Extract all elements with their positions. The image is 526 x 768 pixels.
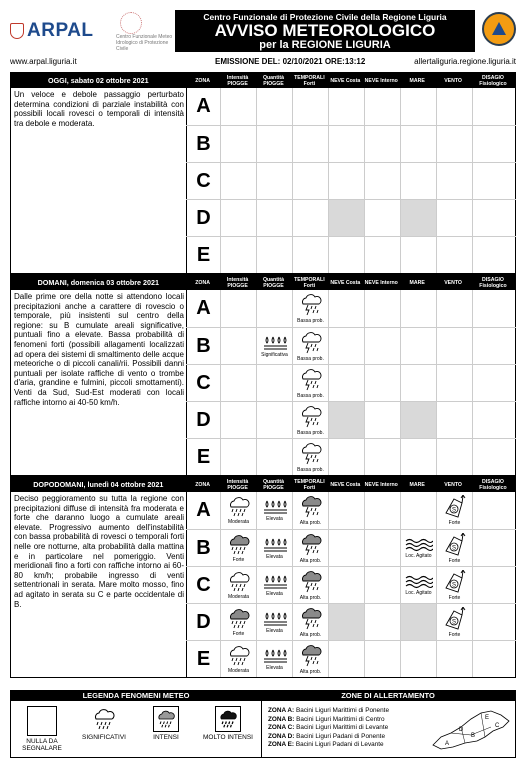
column-header-disagio: DISAGIO Fisiologico (479, 276, 507, 289)
zone-row-b (186, 327, 516, 364)
map-label-c: C (495, 723, 500, 729)
thunderstorm-icon (298, 293, 324, 317)
rain-cloud-icon (226, 496, 252, 518)
column-header-vento: VENTO (444, 279, 462, 286)
cell-vento (436, 237, 472, 273)
cell-quantita-piogge (256, 439, 292, 475)
cell-mare (400, 88, 436, 125)
cell-neve-costa (328, 126, 364, 162)
cell-caption: Alta prob. (299, 557, 322, 564)
legend-item-significativi (73, 701, 135, 757)
section-day-label: OGGI, sabato 02 ottobre 2021 (47, 76, 149, 85)
cell-neve-interno (364, 439, 400, 475)
cell-neve-interno (364, 290, 400, 327)
cell-intensita-piogge (220, 290, 256, 327)
legend-title: LEGENDA FENOMENI METEO (82, 691, 190, 700)
website-link-arpal[interactable]: www.arpal.liguria.it (10, 57, 77, 66)
cell-temporali (292, 641, 328, 677)
cell-intensita-piogge (220, 641, 256, 677)
column-header-zona: ZONA (195, 77, 210, 84)
thunderstorm-icon (298, 533, 324, 557)
cell-intensita-piogge (220, 492, 256, 529)
thunderstorm-icon (298, 495, 324, 519)
map-label-d: D (459, 727, 464, 733)
cf-logo-mark-icon (120, 12, 142, 34)
cell-caption: Alta prob. (299, 520, 322, 526)
legend-header (11, 691, 515, 701)
rain-quantity-icon (262, 335, 288, 351)
cell-temporali (292, 439, 328, 475)
cell-mare (400, 604, 436, 640)
cell-quantita-piogge (256, 641, 292, 677)
cell-intensita-piogge (220, 88, 256, 125)
cell-disagio (472, 641, 516, 677)
cell-vento (436, 126, 472, 162)
zone-letter: E (186, 439, 220, 475)
cell-mare (400, 237, 436, 273)
zone-letter: C (186, 365, 220, 401)
forecast-section (10, 476, 516, 678)
column-header-disagio: DISAGIO Fisiologico (479, 478, 507, 491)
cell-caption: Elevata (266, 590, 283, 597)
zone-letter: D (186, 402, 220, 438)
column-header-mare: MARE (409, 481, 425, 488)
column-header-zona: ZONA (195, 481, 210, 488)
rain-quantity-icon (262, 611, 288, 627)
website-link-allerta[interactable]: allertaliguria.regione.liguria.it (414, 57, 516, 66)
cell-neve-costa (328, 439, 364, 475)
zone-row-c (186, 566, 516, 603)
cloud-light-icon (91, 706, 117, 732)
cell-mare (400, 200, 436, 236)
zones-text (268, 707, 389, 750)
empty-box-icon (27, 706, 57, 736)
cell-caption: Forte (448, 520, 461, 526)
cell-temporali (292, 126, 328, 162)
cell-quantita-piogge (256, 402, 292, 438)
map-label-a: A (445, 741, 450, 747)
legend-item-molto-intensi (197, 701, 259, 757)
cell-temporali (292, 328, 328, 364)
cell-mare (400, 402, 436, 438)
cell-disagio (472, 200, 516, 236)
cell-neve-interno (364, 163, 400, 199)
cell-caption: Loc. Agitato (405, 552, 432, 559)
cell-caption: Bassa prob. (297, 466, 324, 473)
cell-intensita-piogge (220, 567, 256, 603)
thunderstorm-icon (298, 570, 324, 594)
column-header-neve-interno: NEVE Interno (364, 77, 398, 84)
cell-temporali (292, 290, 328, 327)
cell-caption: Elevata (266, 553, 283, 560)
cell-neve-costa (328, 402, 364, 438)
cell-temporali (292, 402, 328, 438)
cell-disagio (472, 402, 516, 438)
cloud-grey-icon (153, 706, 179, 732)
zone-letter: E (186, 237, 220, 273)
zone-grid (186, 88, 516, 273)
cell-caption: Forte (448, 594, 461, 601)
column-header-neve-interno: NEVE Interno (364, 481, 398, 488)
zone-row-d (186, 199, 516, 236)
zone-letter: D (186, 604, 220, 640)
column-header-vento: VENTO (444, 481, 462, 488)
cell-caption: Significativa (261, 351, 288, 358)
zone-row-b (186, 529, 516, 566)
cf-logo-text: Centro Funzionale Meteo Idrologico di Protezione Civile (116, 34, 173, 52)
rain-cloud-icon (226, 534, 252, 556)
cell-intensita-piogge (220, 200, 256, 236)
cell-intensita-piogge (220, 530, 256, 566)
cell-mare (400, 439, 436, 475)
cell-vento (436, 439, 472, 475)
rain-quantity-icon (262, 648, 288, 664)
cell-neve-interno (364, 641, 400, 677)
thunderstorm-icon (298, 644, 324, 668)
protezione-civile-triangle-icon (492, 22, 506, 35)
cell-temporali (292, 530, 328, 566)
forecast-section (10, 274, 516, 476)
svg-text:S: S (451, 619, 456, 625)
zone-row-e (186, 236, 516, 273)
cell-intensita-piogge (220, 402, 256, 438)
cell-neve-interno (364, 88, 400, 125)
cell-disagio (472, 290, 516, 327)
cell-neve-interno (364, 237, 400, 273)
cell-quantita-piogge (256, 163, 292, 199)
cell-temporali (292, 365, 328, 401)
cell-disagio (472, 237, 516, 273)
cell-neve-interno (364, 492, 400, 529)
zone-line-a: ZONA A: Bacini Liguri Marittimi di Ponente (268, 707, 389, 714)
zone-letter: D (186, 200, 220, 236)
wind-direction-icon (444, 570, 466, 594)
zone-line-e: ZONA E: Bacini Liguri Padani di Levante (268, 741, 384, 748)
column-header-neve-interno: NEVE Interno (364, 279, 398, 286)
cell-caption: Alta prob. (299, 594, 322, 601)
cell-caption: Forte (448, 557, 461, 564)
cell-caption: Alta prob. (299, 668, 322, 675)
zone-line-c: ZONA C: Bacini Liguri Marittimi di Levante (268, 724, 389, 731)
column-header-disagio: DISAGIO Fisiologico (479, 74, 507, 87)
cell-neve-costa (328, 365, 364, 401)
column-header-mare: MARE (409, 279, 425, 286)
cell-intensita-piogge (220, 163, 256, 199)
section-description: Dalle prime ore della notte si attendono locali precipitazioni anche a carattere di rovescio o temporale, più insistenti sul centro della regione: su B cumulate areali significative, puntuali fino a elevate. Bassa probabilità di fenomeni forti (possibili allagamenti localizzati ad opera dei sistemi di smaltimento delle acque meteoriche o di piccoli canali/rii. Possibili danni puntuali per isolate raffiche di vento o trombe d'aria, grandine e fulmini, piccoli smottamenti). Venti da Sud, Sud-Est moderati con locali raffiche intorno ai 40-50 km/h. (14, 292, 184, 407)
legend-item-intensi (135, 701, 197, 757)
cell-vento (436, 567, 472, 603)
zone-grid (186, 290, 516, 475)
cell-neve-costa (328, 328, 364, 364)
zone-row-d (186, 401, 516, 438)
thunderstorm-icon (298, 331, 324, 355)
cell-vento (436, 365, 472, 401)
section-description: Un veloce e debole passaggio perturbato determina condizioni di parziale instabilità con possibili locali rovesci o temporali di intensità tra debole e moderata. (14, 90, 184, 128)
column-header-intensita-piogge: Intensità PIOGGE (226, 276, 249, 289)
legend-items (11, 701, 261, 757)
wind-direction-icon (444, 495, 466, 519)
emission-timestamp: EMISSIONE DEL: 02/10/2021 ORE:13:12 (215, 57, 366, 66)
zone-letter: E (186, 641, 220, 677)
column-header-intensita-piogge: Intensità PIOGGE (226, 478, 249, 491)
cell-mare (400, 328, 436, 364)
cell-neve-costa (328, 290, 364, 327)
cell-caption: Forte (448, 631, 461, 638)
cell-caption: Moderata (227, 519, 250, 525)
arpal-logo (10, 20, 94, 42)
zone-letter: B (186, 126, 220, 162)
column-header-quantita-piogge: Quantità PIOGGE (262, 74, 284, 87)
info-line (10, 57, 516, 69)
zone-row-b (186, 125, 516, 162)
cell-caption: Elevata (266, 516, 283, 522)
cell-neve-costa (328, 88, 364, 125)
svg-text:S: S (451, 545, 456, 551)
page-subtitle: per la REGIONE LIGURIA (259, 39, 391, 51)
wind-direction-icon (444, 533, 466, 557)
zone-row-c (186, 364, 516, 401)
map-label-b: B (471, 733, 476, 739)
zone-row-e (186, 438, 516, 475)
legend-label: SIGNIFICATIVI (82, 734, 126, 741)
cell-mare (400, 492, 436, 529)
cell-quantita-piogge (256, 290, 292, 327)
zone-grid (186, 492, 516, 677)
column-header-vento: VENTO (444, 77, 462, 84)
legend-label: NULLA DA SEGNALARE (22, 738, 62, 752)
cell-mare (400, 567, 436, 603)
thunderstorm-icon (298, 405, 324, 429)
cell-neve-costa (328, 200, 364, 236)
cell-disagio (472, 567, 516, 603)
cell-caption: Bassa prob. (297, 429, 324, 436)
cell-temporali (292, 88, 328, 125)
cell-intensita-piogge (220, 237, 256, 273)
cell-mare (400, 530, 436, 566)
zone-row-a (186, 492, 516, 529)
legend-label: MOLTO INTENSI (203, 734, 253, 741)
section-header (11, 477, 515, 492)
cell-neve-costa (328, 163, 364, 199)
column-header-intensita-piogge: Intensità PIOGGE (226, 74, 249, 87)
cell-caption: Moderata (227, 667, 250, 674)
cell-temporali (292, 237, 328, 273)
rain-cloud-icon (226, 645, 252, 667)
zone-letter: A (186, 88, 220, 125)
cell-neve-interno (364, 604, 400, 640)
cell-vento (436, 604, 472, 640)
cell-quantita-piogge (256, 88, 292, 125)
sea-waves-icon (405, 575, 433, 589)
column-header-zona: ZONA (195, 279, 210, 286)
cell-temporali (292, 163, 328, 199)
cell-intensita-piogge (220, 328, 256, 364)
cell-caption: Alta prob. (299, 631, 322, 638)
cell-quantita-piogge (256, 492, 292, 529)
cell-disagio (472, 530, 516, 566)
rain-quantity-icon (262, 499, 288, 515)
cell-vento (436, 200, 472, 236)
cell-neve-costa (328, 604, 364, 640)
cell-disagio (472, 604, 516, 640)
column-header-temporali: TEMPORALI Forti (294, 478, 325, 491)
cell-caption: Loc. Agitato (405, 589, 432, 596)
cell-quantita-piogge (256, 237, 292, 273)
cell-caption: Forte (232, 556, 245, 563)
cell-mare (400, 126, 436, 162)
column-header-neve-costa: NEVE Costa (330, 77, 361, 84)
cell-mare (400, 290, 436, 327)
cell-intensita-piogge (220, 439, 256, 475)
column-header-temporali: TEMPORALI Forti (294, 276, 325, 289)
zone-letter: C (186, 567, 220, 603)
page-header (10, 10, 516, 52)
cell-intensita-piogge (220, 365, 256, 401)
zone-letter: A (186, 290, 220, 327)
cell-vento (436, 290, 472, 327)
cell-neve-costa (328, 530, 364, 566)
cell-quantita-piogge (256, 604, 292, 640)
cell-disagio (472, 328, 516, 364)
zone-row-a (186, 290, 516, 327)
svg-text:S: S (451, 507, 456, 514)
cell-mare (400, 365, 436, 401)
section-description: Deciso peggioramento su tutta la regione con precipitazioni diffuse di intensità fra moderata e forte che daranno luogo a cumulate areali elevate. Progressivo aumento dell'instabilità con bassa probabilità di rovesci o temporali forti nelle ore notturne, alta probabilità dalla mattina e in particolare nel pomeriggio. Venti meridionali fino a forti con raffiche intorno ai 60-80 km/h; probabile ingresso di venti settentrionali in serata. Mare molto mosso, fino ad agitato in serata su C e parte occidentale di B. (14, 494, 184, 609)
cell-disagio (472, 365, 516, 401)
cell-temporali (292, 200, 328, 236)
cell-caption: Forte (232, 630, 245, 637)
zone-row-c (186, 162, 516, 199)
rain-cloud-icon (226, 608, 252, 630)
cell-quantita-piogge (256, 328, 292, 364)
title-banner (175, 10, 475, 52)
cell-caption: Moderata (227, 593, 250, 600)
section-header (11, 275, 515, 290)
rain-quantity-icon (262, 574, 288, 590)
cell-vento (436, 163, 472, 199)
cell-quantita-piogge (256, 567, 292, 603)
cell-vento (436, 328, 472, 364)
column-header-neve-costa: NEVE Costa (330, 279, 361, 286)
cell-intensita-piogge (220, 604, 256, 640)
cell-neve-interno (364, 365, 400, 401)
legend-item-nulla (11, 701, 73, 757)
cell-vento (436, 88, 472, 125)
liguria-crest-icon (10, 23, 24, 39)
cell-temporali (292, 492, 328, 529)
cell-vento (436, 641, 472, 677)
cell-vento (436, 492, 472, 529)
column-header-mare: MARE (409, 77, 425, 84)
thunderstorm-icon (298, 368, 324, 392)
cell-temporali (292, 604, 328, 640)
liguria-zones-map-icon (431, 705, 511, 751)
column-header-quantita-piogge: Quantità PIOGGE (262, 276, 284, 289)
zones-list (261, 701, 515, 757)
cell-quantita-piogge (256, 126, 292, 162)
section-header (11, 73, 515, 88)
zone-row-d (186, 603, 516, 640)
zone-line-b: ZONA B: Bacini Liguri Marittimi di Centro (268, 715, 385, 723)
column-header-temporali: TEMPORALI Forti (294, 74, 325, 87)
cell-mare (400, 163, 436, 199)
cell-neve-interno (364, 402, 400, 438)
cell-disagio (472, 163, 516, 199)
forecast-section (10, 72, 516, 274)
column-header-neve-costa: NEVE Costa (330, 481, 361, 488)
cloud-black-icon (215, 706, 241, 732)
cell-vento (436, 530, 472, 566)
section-day-label: DOPODOMANI, lunedì 04 ottobre 2021 (33, 480, 164, 489)
cell-neve-interno (364, 530, 400, 566)
cell-neve-costa (328, 492, 364, 529)
zone-row-a (186, 88, 516, 125)
cell-disagio (472, 88, 516, 125)
cell-neve-interno (364, 328, 400, 364)
cell-caption: Bassa prob. (297, 392, 324, 399)
cell-neve-interno (364, 200, 400, 236)
cell-quantita-piogge (256, 530, 292, 566)
cell-mare (400, 641, 436, 677)
cell-neve-interno (364, 567, 400, 603)
wind-direction-icon (444, 607, 466, 631)
zone-letter: B (186, 530, 220, 566)
cell-caption: Elevata (266, 627, 283, 634)
sea-waves-icon (405, 538, 433, 552)
cell-disagio (472, 439, 516, 475)
thunderstorm-icon (298, 607, 324, 631)
cell-quantita-piogge (256, 200, 292, 236)
zone-row-e (186, 640, 516, 677)
zone-letter: B (186, 328, 220, 364)
legend-label: INTENSI (153, 734, 179, 741)
rain-quantity-icon (262, 537, 288, 553)
zone-letter: C (186, 163, 220, 199)
cell-temporali (292, 567, 328, 603)
cell-neve-costa (328, 567, 364, 603)
cell-neve-costa (328, 641, 364, 677)
cell-intensita-piogge (220, 126, 256, 162)
cell-quantita-piogge (256, 365, 292, 401)
cell-neve-costa (328, 237, 364, 273)
map-label-e: E (485, 715, 490, 721)
cell-neve-interno (364, 126, 400, 162)
cell-disagio (472, 492, 516, 529)
cell-caption: Bassa prob. (297, 355, 324, 362)
zone-letter: A (186, 492, 220, 529)
column-header-quantita-piogge: Quantità PIOGGE (262, 478, 284, 491)
arpal-logo-text: ARPAL (27, 20, 94, 41)
page-title: AVVISO METEOROLOGICO (214, 21, 436, 40)
centro-funzionale-logo (116, 12, 176, 50)
title-agency: Centro Funzionale di Protezione Civile della Regione Liguria (203, 12, 447, 22)
zones-title: ZONE DI ALLERTAMENTO (341, 691, 435, 700)
protezione-civile-logo (482, 12, 516, 46)
zone-line-d: ZONA D: Bacini Liguri Padani di Ponente (268, 732, 385, 740)
legend (10, 690, 516, 758)
cell-caption: Bassa prob. (297, 318, 324, 324)
cell-disagio (472, 126, 516, 162)
cell-caption: Elevata (266, 664, 283, 671)
svg-text:S: S (451, 582, 456, 588)
thunderstorm-icon (298, 442, 324, 466)
section-day-label: DOMANI, domenica 03 ottobre 2021 (37, 278, 160, 287)
rain-cloud-icon (226, 571, 252, 593)
cell-vento (436, 402, 472, 438)
